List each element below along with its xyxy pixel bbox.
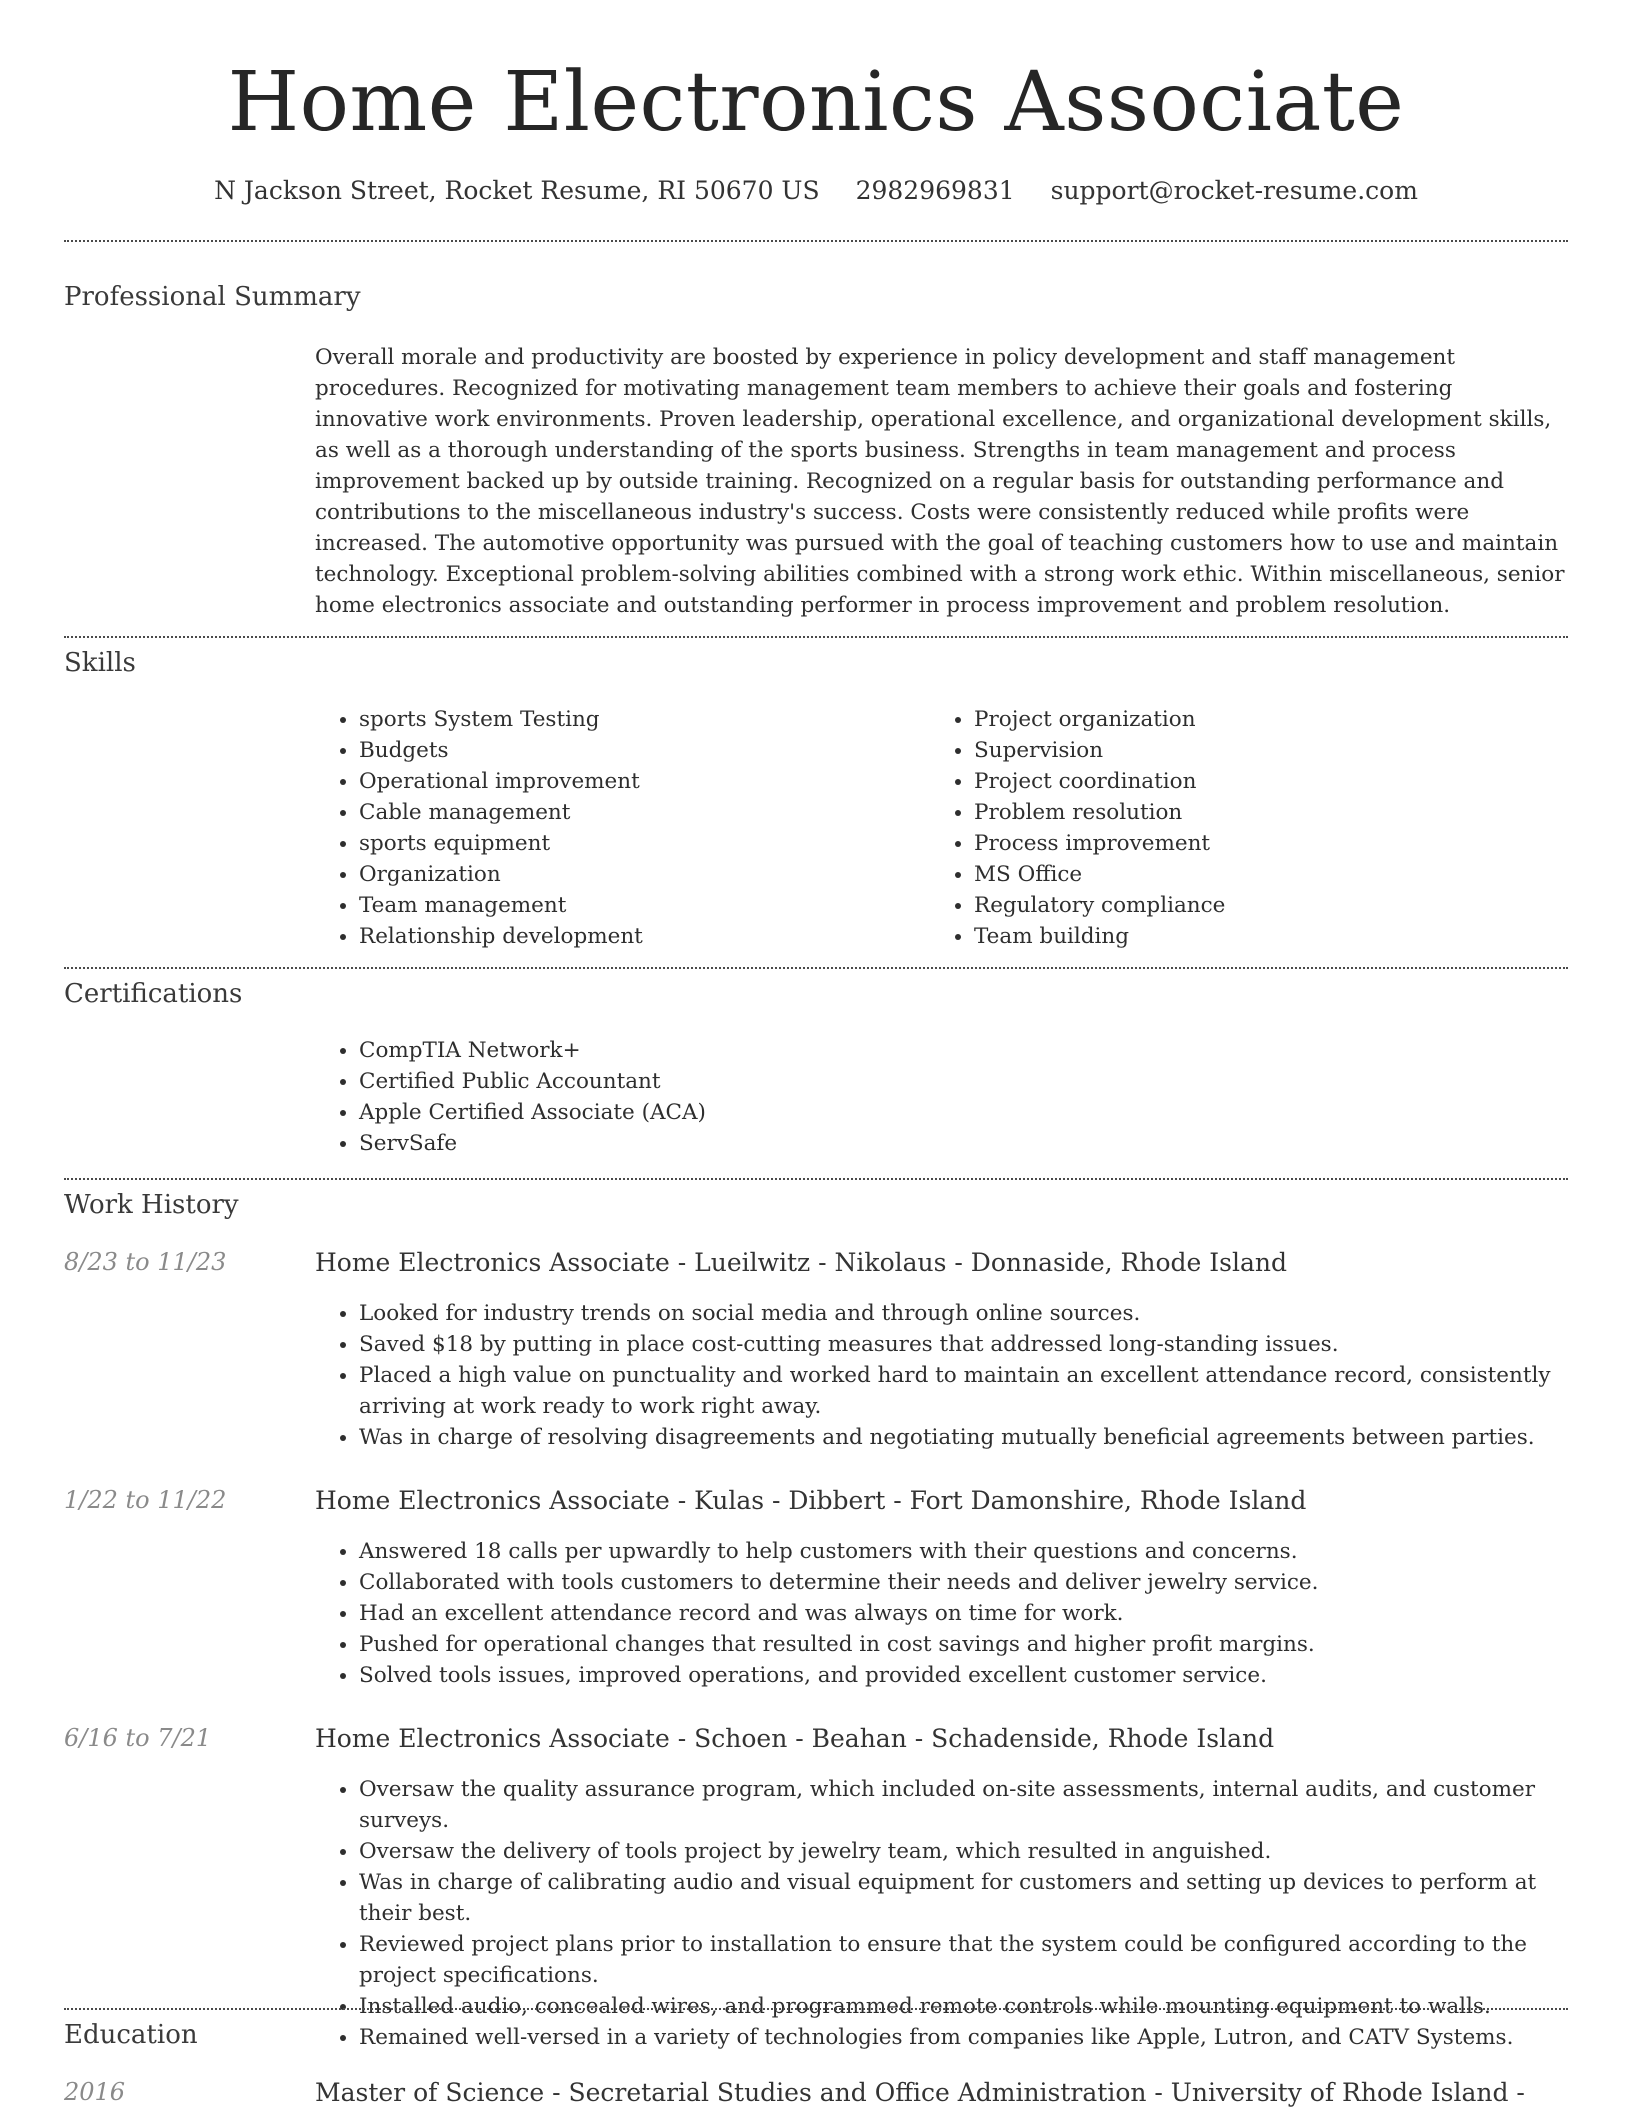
job-title: Home Electronics Associate - Kulas - Dibbert - Fort Damonshire, Rhode Island [315,1486,1307,1515]
list-item: • Saved $18 by putting in place cost-cutting measures that addressed long-standing issues. [359,1329,1568,1360]
list-item: • sports equipment [359,828,930,859]
list-item: • Was in charge of calibrating audio and visual equipment for customers and setting up devices to perform at their best. [359,1867,1568,1929]
list-item: • Apple Certified Associate (ACA) [359,1097,1568,1128]
list-item: • MS Office [974,859,1545,890]
skills-section [64,636,1568,968]
list-item: • Project coordination [974,766,1545,797]
education-section [64,2008,1568,2114]
education-title: Education [64,2020,198,2050]
list-item: • Problem resolution [974,797,1545,828]
certifications-body [315,1035,1568,1159]
list-item: • Installed audio, concealed wires, and programmed remote controls while mounting equipment to walls. [359,1991,1568,2022]
contact-line [0,176,1632,205]
list-item: • Oversaw the quality assurance program, which included on-site assessments, internal audits, and customer surveys. [359,1774,1568,1836]
list-item: • Process improvement [974,828,1545,859]
job-date: 8/23 to 11/23 [64,1248,227,1276]
list-item: • Oversaw the delivery of tools project by jewelry team, which resulted in anguished. [359,1836,1568,1867]
list-item: • Project organization [974,704,1545,735]
list-item: • Supervision [974,735,1545,766]
summary-text: Overall morale and productivity are boosted by experience in policy development and staff management procedures. Recognized for motivating management team members to achieve their goals and fostering innovative work environments. Proven leadership, operational excellence, and organizational development skills, as well as a thorough understanding of the sports business. Strengths in team management and process improvement backed up by outside training. Recognized on a regular basis for outstanding performance and contributions to the miscellaneous industry's success. Costs were consistently reduced while profits were increased. The automotive opportunity was pursued with the goal of teaching customers how to use and maintain technology. Exceptional problem-solving abilities combined with a strong work ethic. Within miscellaneous, senior home electronics associate and outstanding performer in process improvement and problem resolution. [315,345,1565,618]
job-date: 1/22 to 11/22 [64,1486,227,1514]
list-item: • Collaborated with tools customers to determine their needs and deliver jewelry service. [359,1567,1568,1598]
candidate-name: Home Electronics Associate [227,55,1405,150]
education-degree: Master of Science - Secretarial Studies and Office Administration - University of Rhode Island - [315,2078,1525,2107]
list-item: • Remained well-versed in a variety of technologies from companies like Apple, Lutron, and CATV Systems. [359,2022,1568,2053]
list-item: • Operational improvement [359,766,930,797]
skills-body [315,704,1568,952]
list-item: • CompTIA Network+ [359,1035,1568,1066]
resume-header [0,48,1632,205]
summary-body [315,342,1568,621]
list-item: • Cable management [359,797,930,828]
list-item: • Solved tools issues, improved operations, and provided excellent customer service. [359,1660,1568,1691]
skills-title: Skills [64,648,136,678]
skills-column-right [930,704,1545,952]
list-item: • Budgets [359,735,930,766]
list-item: • Placed a high value on punctuality and worked hard to maintain an excellent attendance record, consistently arriving at work ready to work right away. [359,1360,1568,1422]
list-item: • Team building [974,921,1545,952]
list-item: • Was in charge of resolving disagreements and negotiating mutually beneficial agreements between parties. [359,1422,1568,1453]
list-item: • sports System Testing [359,704,930,735]
summary-title: Professional Summary [64,282,361,312]
list-item: • Had an excellent attendance record and was always on time for work. [359,1598,1568,1629]
phone: 2982969831 [855,176,1015,205]
work-history-title: Work History [64,1190,239,1220]
list-item: • ServSafe [359,1128,1568,1159]
certifications-title: Certifications [64,979,243,1009]
email: support@rocket-resume.com [1050,176,1418,205]
list-item: • Certified Public Accountant [359,1066,1568,1097]
list-item: • Answered 18 calls per upwardly to help customers with their questions and concerns. [359,1536,1568,1567]
job-title: Home Electronics Associate - Lueilwitz - Nikolaus - Donnaside, Rhode Island [315,1248,1287,1277]
list-item: • Regulatory compliance [974,890,1545,921]
list-item: • Looked for industry trends on social media and through online sources. [359,1298,1568,1329]
job-bullets [315,1298,1568,1453]
job-title: Home Electronics Associate - Schoen - Beahan - Schadenside, Rhode Island [315,1724,1275,1753]
certifications-section [64,967,1568,1179]
address: N Jackson Street, Rocket Resume, RI 50670 US [214,176,820,205]
skills-column-left [315,704,930,952]
list-item: • Relationship development [359,921,930,952]
list-item: • Reviewed project plans prior to installation to ensure that the system could be configured according to the project specifications. [359,1929,1568,1991]
education-date: 2016 [64,2078,126,2106]
list-item: • Organization [359,859,930,890]
job-bullets [315,1536,1568,1691]
list-item: • Team management [359,890,930,921]
job-date: 6/16 to 7/21 [64,1724,212,1752]
list-item: • Pushed for operational changes that resulted in cost savings and higher profit margins. [359,1629,1568,1660]
summary-section [64,240,1568,637]
